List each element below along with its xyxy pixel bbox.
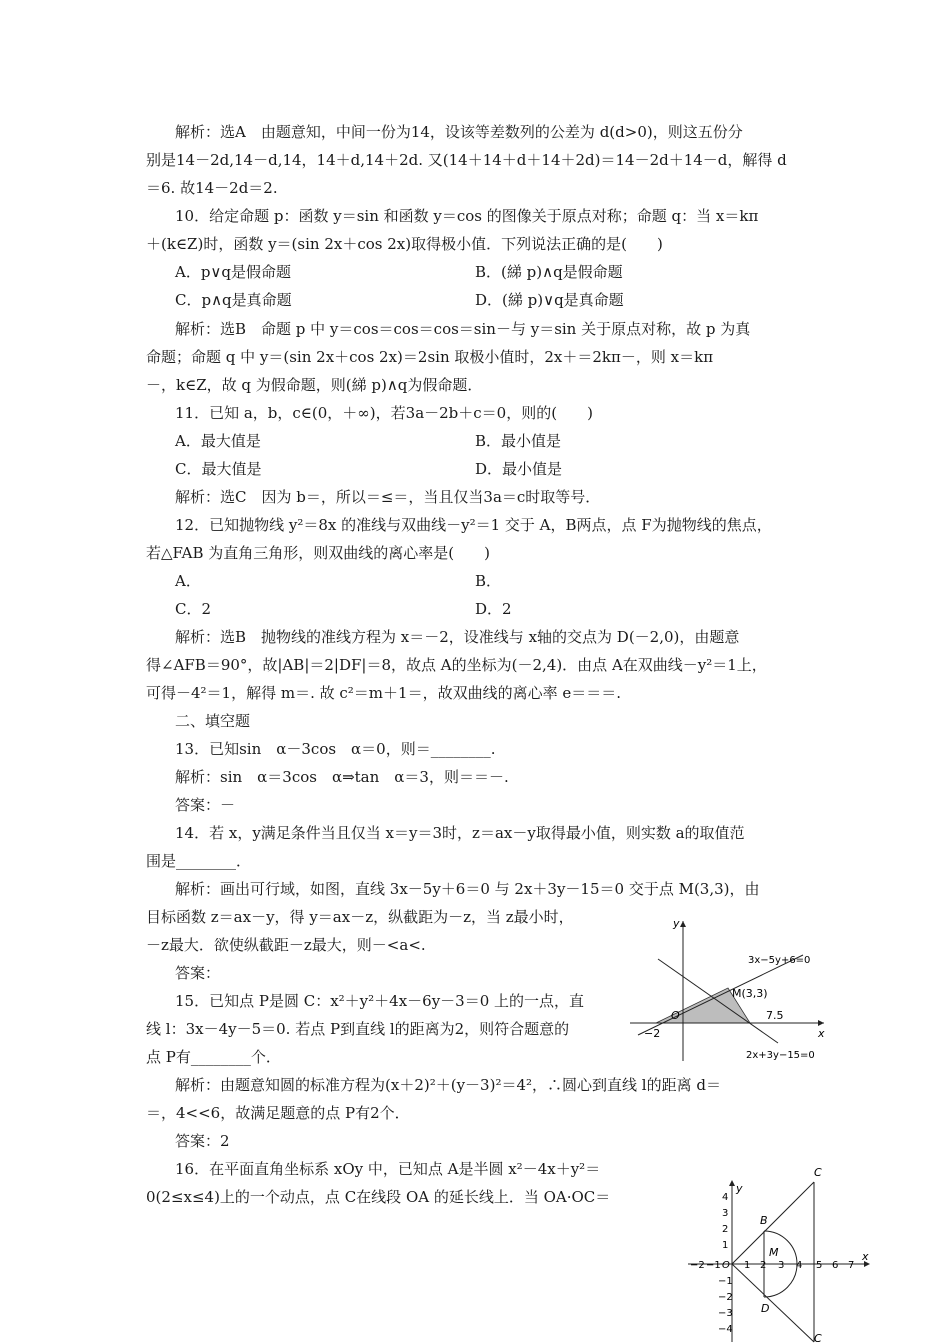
fig1-origin-label: O [671,1009,680,1022]
fig2-x-tick: 1 [744,1260,751,1271]
fig2-y-tick: 3 [722,1208,729,1219]
fig2-label-b: B [760,1214,768,1227]
text-line: 解析：选B 抛物线的准线方程为 x＝－2，设准线与 x轴的交点为 D(－2,0)，由题意 [175,628,740,646]
semicircle-figure [684,1160,874,1344]
fig2-label-c-top: C [814,1166,822,1179]
text-line: ＋(k∈Z)时，函数 y＝(sin 2x＋cos 2x)取得极小值．下列说法正确的是( ) [146,235,663,253]
fig1-tick-7-5: 7.5 [766,1009,784,1022]
fig1-y-label: y [673,917,680,930]
text-line: 若△FAB 为直角三角形，则双曲线的离心率是( ) [146,544,490,562]
segment-oc-lower [732,1264,814,1342]
text-line: 得∠AFB＝90°，故|AB|＝2|DF|＝8，故点 A的坐标为(－2,4)．由点 A在双曲线－y²＝1上， [146,656,767,674]
text-line: 解析：画出可行域，如图，直线 3x－5y＋6＝0 与 2x＋3y－15＝0 交于点 M(3,3)，由 [175,880,760,898]
text-line: 14．若 x，y满足条件当且仅当 x＝y＝3时，z＝ax－y取得最小值，则实数 a的取值范 [175,824,745,842]
fig2-y-axis-arrow [729,1180,735,1186]
fig2-y-tick: −3 [718,1308,733,1319]
fig2-label-d: D [761,1302,770,1315]
fig2-y-tick: −2 [718,1292,733,1303]
fig1-line2-label: 2x+3y−15=0 [746,1050,815,1061]
fig2-origin-label: O [722,1260,730,1271]
y-axis-arrow [680,921,686,927]
fig1-line1-label: 3x−5y+6=0 [748,955,811,966]
fig2-y-tick: 4 [722,1192,729,1203]
text-line: 目标函数 z＝ax－y，得 y＝ax－z，纵截距为－z，当 z最小时， [146,908,574,926]
fig2-x-tick: 2 [760,1260,767,1271]
text-line: 答案：－ [175,796,236,814]
x-axis-arrow [818,1020,824,1026]
text-line: 15．已知点 P是圆 C：x²＋y²＋4x－6y－3＝0 上的一点，直 [175,992,585,1010]
text-line: 可得－4²＝1，解得 m＝. 故 c²＝m＋1＝，故双曲线的离心率 e＝＝＝. [146,684,621,702]
fig2-x-tick: −1 [706,1260,721,1271]
line-2x-3y-15 [658,959,778,1043]
fig1-x-label: x [818,1027,825,1040]
fig2-x-tick: 7 [848,1260,855,1271]
text-line: D．(綈 p)∨q是真命题 [475,291,624,309]
text-line: 解析：由题意知圆的标准方程为(x＋2)²＋(y－3)²＝4²，∴圆心到直线 l的距离 d＝ [175,1076,721,1094]
text-line: B．最小值是 [475,432,562,450]
text-line: 解析：选B 命题 p 中 y＝cos＝cos＝cos＝sin－与 y＝sin 关于原点对称，故 p 为真 [175,320,751,338]
text-line: B． [475,572,502,590]
fig2-label-c-bottom: C [814,1332,822,1344]
text-line: A．最大值是 [175,432,261,450]
text-line: 别是14－2d,14－d,14，14＋d,14＋2d. 又(14＋14＋d＋14＋2d)＝14－2d＋14－d，解得 d [146,151,787,169]
text-line: 答案：2 [175,1132,230,1150]
fig2-x-tick: 5 [816,1260,823,1271]
fig2-x-label: x [862,1250,869,1263]
text-line: 16．在平面直角坐标系 xOy 中，已知点 A是半圆 x²－4x＋y²＝ [175,1160,601,1178]
text-line: 10．给定命题 p：函数 y＝sin 和函数 y＝cos 的图像关于原点对称；命题 q：当 x＝kπ [175,207,759,225]
fig2-y-tick: −4 [718,1324,733,1335]
text-line: 点 P有________个． [146,1048,281,1066]
text-line: C．最大值是 [175,460,262,478]
text-line: 二、填空题 [175,712,251,730]
fig2-y-tick: 1 [722,1240,729,1251]
text-line: 解析：选A 由题意知，中间一份为14，设该等差数列的公差为 d(d>0)，则这五份分 [175,123,743,141]
fig2-label-m: M [769,1246,779,1259]
text-line: 线 l：3x－4y－5＝0. 若点 P到直线 l的距离为2，则符合题意的 [146,1020,570,1038]
text-line: B．(綈 p)∧q是假命题 [475,263,623,281]
text-line: 围是________． [146,852,252,870]
fig2-y-tick: −1 [718,1276,733,1287]
fig2-y-tick: 2 [722,1224,729,1235]
text-line: －，k∈Z，故 q 为假命题，则(綈 p)∧q为假命题． [146,376,483,394]
text-line: 11．已知 a，b，c∈(0，＋∞)，若3a－2b＋c＝0，则的( ) [175,404,593,422]
fig2-x-tick: 3 [778,1260,785,1271]
text-line: 解析：sin α＝3cos α⇒tan α＝3，则＝＝－. [175,768,509,786]
fig2-y-label: y [736,1182,743,1195]
text-line: ＝6. 故14－2d＝2. [146,179,278,197]
text-line: A．p∨q是假命题 [175,263,292,281]
fig2-x-ticks [690,1260,854,1271]
text-line: 答案： [175,964,221,982]
fig1-tick-neg2: −2 [644,1027,661,1040]
text-line: C．p∧q是真命题 [175,291,292,309]
fig1-point-m: M(3,3) [732,987,768,1000]
fig2-x-tick: 4 [796,1260,803,1271]
text-line: 解析：选C 因为 b＝，所以＝≤＝，当且仅当3a＝c时取等号． [175,488,601,506]
text-line: －z最大．欲使纵截距－z最大，则－<a<. [146,936,426,954]
fig2-x-tick: 6 [832,1260,839,1271]
text-line: 13．已知sin α－3cos α＝0，则＝________. [175,740,496,758]
text-line: D．最小值是 [475,460,563,478]
text-line: 12．已知抛物线 y²＝8x 的准线与双曲线－y²＝1 交于 A，B两点，点 F为抛物线的焦点， [175,516,772,534]
fig2-x-tick: −2 [690,1260,705,1271]
text-line: A． [175,572,201,590]
text-line: ＝，4<<6，故满足题意的点 P有2个． [146,1104,410,1122]
text-line: C．2 [175,600,212,618]
text-line: 命题；命题 q 中 y＝(sin 2x＋cos 2x)＝2sin 取极小值时，2x＋＝2kπ－，则 x＝kπ [146,348,714,366]
feasible-region-figure [628,915,828,1065]
text-line: D．2 [475,600,512,618]
text-line: 0(2≤x≤4)上的一个动点，点 C在线段 OA 的延长线上．当 OA·OC＝ [146,1188,611,1206]
